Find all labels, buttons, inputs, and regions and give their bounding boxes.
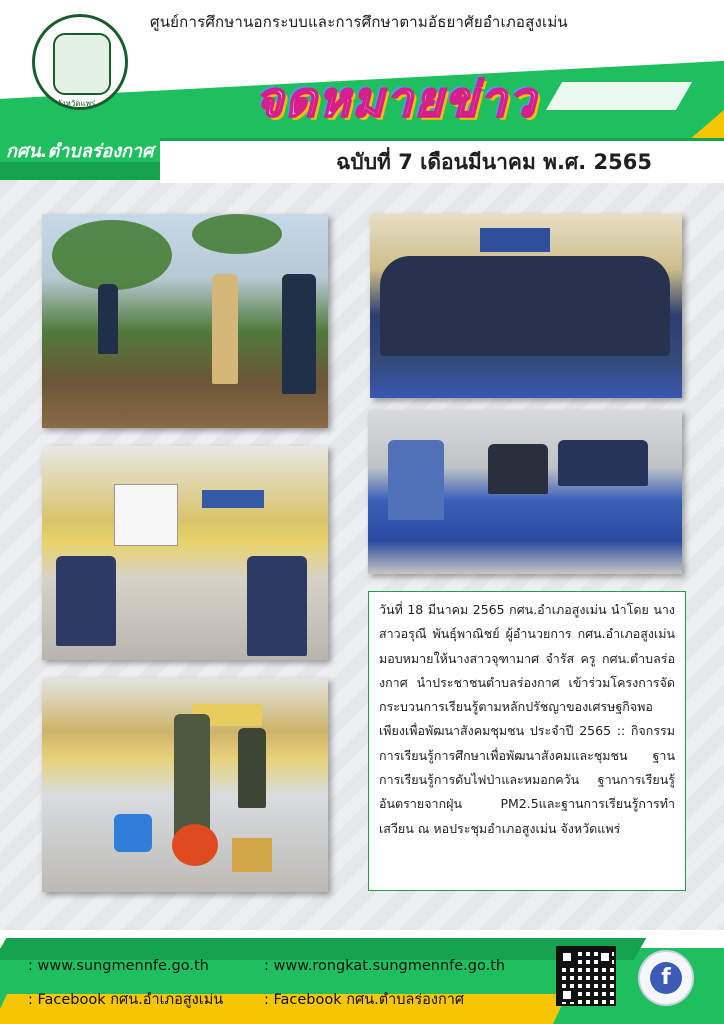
issue-number: ฉบับที่ 7 เดือนมีนาคม พ.ศ. 2565 — [336, 150, 652, 174]
photo-tree-planting — [42, 214, 328, 428]
website-link-sungmen[interactable]: : www.sungmennfe.go.th — [28, 958, 209, 974]
facebook-icon[interactable] — [638, 950, 694, 1006]
website-link-rongkat[interactable]: : www.rongkat.sungmennfe.go.th — [264, 958, 506, 974]
qr-finder — [560, 950, 574, 964]
photo-fire-demo — [42, 678, 328, 892]
agency-logo — [32, 14, 128, 110]
photo-blower — [172, 824, 218, 866]
footer-green-stripe — [0, 938, 646, 960]
photo-person — [388, 440, 444, 520]
photo-presentation — [42, 446, 328, 660]
header-stripe — [546, 82, 692, 110]
photo-banner — [480, 228, 550, 252]
facebook-glyph: f — [650, 962, 682, 994]
photo-soldier — [238, 728, 266, 808]
qr-code-icon[interactable] — [556, 946, 616, 1006]
logo-text: จังหวัดแพร่ — [57, 99, 96, 108]
photo-broom — [232, 838, 272, 872]
photo-person — [212, 274, 238, 384]
logo-emblem — [53, 33, 111, 95]
photo-sprayer — [114, 814, 152, 852]
photo-group — [370, 214, 682, 398]
photo-audience — [56, 556, 116, 646]
photo-person — [488, 444, 548, 494]
photo-audience — [247, 556, 307, 656]
photo-crowd — [380, 256, 670, 356]
center-title: ศูนย์การศึกษานอกระบบและการศึกษาตามอัธยาศัยอำเภอสูงเม่น — [150, 13, 568, 31]
subdistrict-label: กศน.ตำบลร่องกาศ — [6, 141, 154, 162]
photo-foliage — [192, 214, 282, 254]
photo-person — [282, 274, 316, 394]
article-body: วันที่ 18 มีนาคม 2565 กศน.อำเภอสูงเม่น นำโดย นางสาวอรุณี พันธุ์พาณิชย์ ผู้อำนวยการ กศน.อำเภอสูงเม่น มอบหมายให้นางสาวจุฑามาศ จำรัส ครู กศน.ตำบลร่องกาศ นำประชาชนตำบลร่องกาศ เข้าร่วมโครงการจัดกระบวนการเรียนรู้ตามหลักปรัชญาของเศรษฐกิจพอเพียงเพื่อพัฒนาสังคมชุมชน ประจำปี 2565 :: กิจกรรมการเรียนรู้การศึกษาเพื่อพัฒนาสังคมและชุมชน ฐานการเรียนรู้การดับไฟป่าและหมอกควัน ฐานการเรียนรู้อันตรายจากฝุ่น PM2.5และฐานการเรียนรู้การทำเสวียน ณ หอประชุมอำเภอสูงเม่น จังหวัดแพร่ — [379, 602, 675, 836]
photo-screen — [114, 484, 178, 546]
photo-workshop — [368, 410, 682, 574]
qr-finder — [560, 988, 574, 1002]
photo-banner — [202, 490, 264, 508]
qr-finder — [598, 950, 612, 964]
photo-person — [98, 284, 118, 354]
photo-foliage — [52, 220, 172, 290]
facebook-link-sungmen[interactable]: : Facebook กศน.อำเภอสูงเม่น — [28, 992, 224, 1008]
facebook-link-rongkat[interactable]: : Facebook กศน.ตำบลร่องกาศ — [264, 992, 465, 1008]
photo-person — [558, 440, 648, 486]
newsletter-title: จดหมายข่าว — [255, 72, 538, 128]
article-box — [368, 591, 686, 891]
